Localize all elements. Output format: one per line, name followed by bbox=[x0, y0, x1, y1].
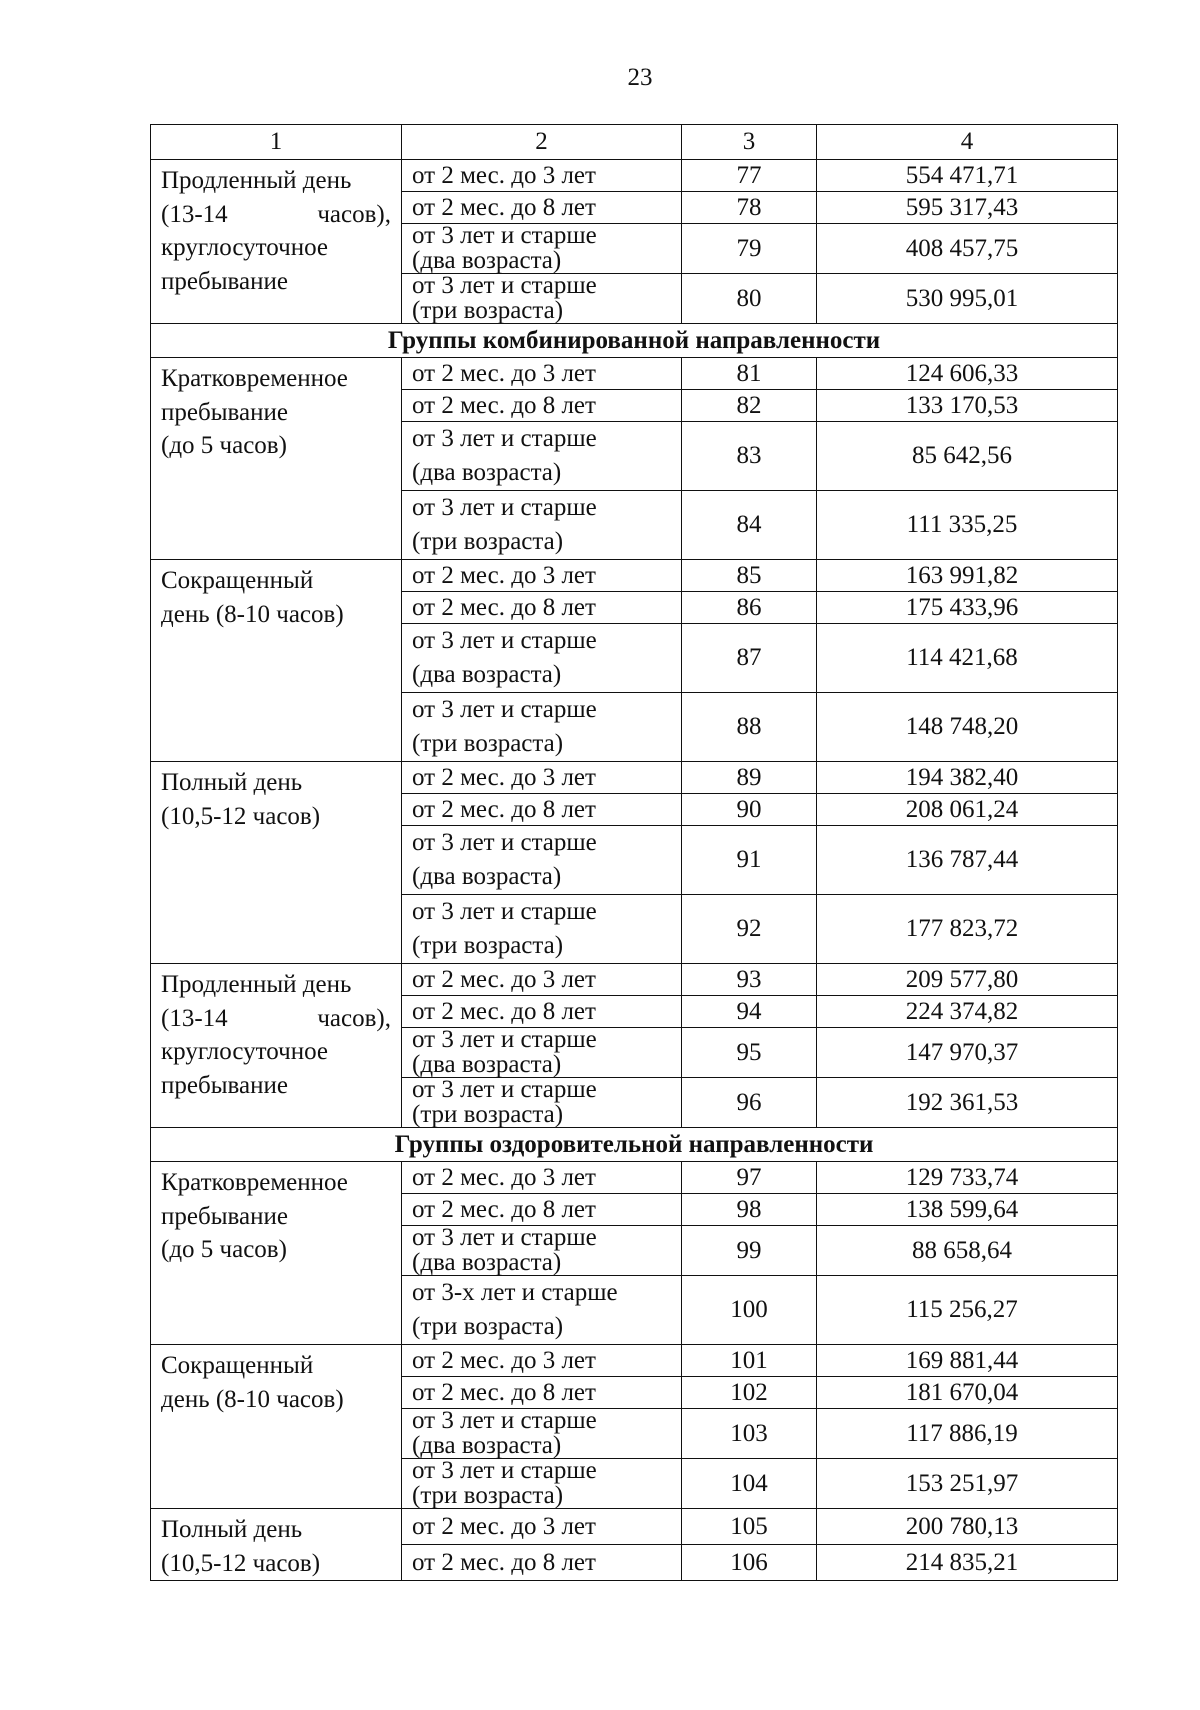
amount-cell: 209 577,80 bbox=[817, 964, 1118, 996]
age-range-line: от 3 лет и старше bbox=[412, 898, 597, 925]
age-range-cell bbox=[402, 1276, 682, 1345]
section-header-row bbox=[151, 324, 1118, 358]
age-range-line: от 3-х лет и старше bbox=[412, 1279, 618, 1306]
amount-cell: 408 457,75 bbox=[817, 224, 1118, 274]
amount-cell: 133 170,53 bbox=[817, 390, 1118, 422]
age-range-cell bbox=[402, 1194, 682, 1226]
age-range-cell bbox=[402, 624, 682, 693]
category-cell bbox=[151, 1162, 402, 1345]
age-range-cell bbox=[402, 1459, 682, 1509]
category-line: пребывание bbox=[161, 1202, 288, 1230]
age-range-cell bbox=[402, 1377, 682, 1409]
tariff-table-body bbox=[151, 125, 1118, 1581]
category-line: (до 5 часов) bbox=[161, 1236, 287, 1263]
age-range-cell bbox=[402, 1078, 682, 1128]
amount-cell: 138 599,64 bbox=[817, 1194, 1118, 1226]
amount-cell: 208 061,24 bbox=[817, 794, 1118, 826]
age-range-cell bbox=[402, 1028, 682, 1078]
amount-cell: 194 382,40 bbox=[817, 762, 1118, 794]
amount-cell: 147 970,37 bbox=[817, 1028, 1118, 1078]
amount-cell: 554 471,71 bbox=[817, 160, 1118, 192]
age-range-line: от 2 мес. до 3 лет bbox=[412, 561, 596, 589]
age-range-cell bbox=[402, 1162, 682, 1194]
row-number-cell: 77 bbox=[682, 160, 817, 192]
age-range-cell bbox=[402, 1345, 682, 1377]
age-range-line: от 3 лет и старше bbox=[412, 1076, 597, 1103]
category-line: (13-14 часов), bbox=[161, 200, 391, 228]
amount-cell: 175 433,96 bbox=[817, 592, 1118, 624]
page-number: 23 bbox=[627, 64, 653, 91]
age-range-line: от 2 мес. до 3 лет bbox=[412, 1512, 596, 1540]
amount-cell: 163 991,82 bbox=[817, 560, 1118, 592]
category-cell bbox=[151, 560, 402, 762]
age-range-cell bbox=[402, 762, 682, 794]
table-row bbox=[151, 964, 1118, 996]
category-line: Кратковременное bbox=[161, 365, 348, 392]
category-line: Продленный день bbox=[161, 167, 352, 194]
row-number-cell: 92 bbox=[682, 895, 817, 964]
amount-cell: 129 733,74 bbox=[817, 1162, 1118, 1194]
row-number-cell: 89 bbox=[682, 762, 817, 794]
age-range-line: от 2 мес. до 8 лет bbox=[412, 795, 596, 823]
row-number-cell: 101 bbox=[682, 1345, 817, 1377]
age-range-line: от 3 лет и старше bbox=[412, 272, 597, 299]
row-number-cell: 87 bbox=[682, 624, 817, 693]
age-range-cell bbox=[402, 826, 682, 895]
age-range-line: (два возраста) bbox=[412, 1431, 562, 1459]
age-range-line: от 3 лет и старше bbox=[412, 627, 597, 654]
category-cell bbox=[151, 762, 402, 964]
amount-cell: 114 421,68 bbox=[817, 624, 1118, 693]
row-number-cell: 93 bbox=[682, 964, 817, 996]
row-number-cell: 105 bbox=[682, 1509, 817, 1545]
row-number-cell: 82 bbox=[682, 390, 817, 422]
age-range-cell bbox=[402, 895, 682, 964]
age-range-line: от 2 мес. до 3 лет bbox=[412, 161, 596, 189]
row-number-cell: 103 bbox=[682, 1409, 817, 1459]
age-range-line: от 2 мес. до 3 лет bbox=[412, 965, 596, 993]
age-range-line: от 2 мес. до 8 лет bbox=[412, 1378, 596, 1406]
amount-cell: 181 670,04 bbox=[817, 1377, 1118, 1409]
age-range-line: от 3 лет и старше bbox=[412, 494, 597, 521]
age-range-cell bbox=[402, 560, 682, 592]
age-range-line: (два возраста) bbox=[412, 863, 562, 890]
amount-cell: 85 642,56 bbox=[817, 422, 1118, 491]
table-row bbox=[151, 1509, 1118, 1545]
category-line: (10,5-12 часов) bbox=[161, 802, 321, 830]
section-title: Группы оздоровительной направленности bbox=[151, 1128, 1118, 1162]
age-range-line: от 3 лет и старше bbox=[412, 222, 597, 249]
age-range-line: (три возраста) bbox=[412, 1100, 564, 1128]
header-cell: 1 bbox=[151, 125, 402, 160]
row-number-cell: 102 bbox=[682, 1377, 817, 1409]
age-range-cell bbox=[402, 693, 682, 762]
amount-cell: 192 361,53 bbox=[817, 1078, 1118, 1128]
age-range-cell bbox=[402, 964, 682, 996]
age-range-line: от 2 мес. до 3 лет bbox=[412, 359, 596, 387]
age-range-line: (три возраста) bbox=[412, 1313, 564, 1340]
category-line: день (8-10 часов) bbox=[161, 600, 344, 628]
table-row bbox=[151, 358, 1118, 390]
row-number-cell: 88 bbox=[682, 693, 817, 762]
age-range-line: от 2 мес. до 8 лет bbox=[412, 593, 596, 621]
category-cell bbox=[151, 964, 402, 1128]
category-line: Полный день bbox=[161, 769, 303, 796]
section-header-row bbox=[151, 1128, 1118, 1162]
amount-cell: 530 995,01 bbox=[817, 274, 1118, 324]
category-line: пребывание bbox=[161, 398, 288, 426]
category-line: пребывание bbox=[161, 267, 288, 295]
age-range-line: от 2 мес. до 8 лет bbox=[412, 193, 596, 221]
age-range-cell bbox=[402, 274, 682, 324]
row-number-cell: 86 bbox=[682, 592, 817, 624]
row-number-cell: 99 bbox=[682, 1226, 817, 1276]
age-range-line: (три возраста) bbox=[412, 932, 564, 959]
age-range-cell bbox=[402, 1226, 682, 1276]
category-line: день (8-10 часов) bbox=[161, 1385, 344, 1413]
category-line: Продленный день bbox=[161, 971, 352, 998]
row-number-cell: 90 bbox=[682, 794, 817, 826]
category-line: Полный день bbox=[161, 1516, 303, 1543]
amount-cell: 148 748,20 bbox=[817, 693, 1118, 762]
age-range-cell bbox=[402, 1409, 682, 1459]
age-range-cell bbox=[402, 192, 682, 224]
age-range-line: от 3 лет и старше bbox=[412, 1026, 597, 1053]
header-cell: 4 bbox=[817, 125, 1118, 160]
amount-cell: 595 317,43 bbox=[817, 192, 1118, 224]
age-range-line: от 2 мес. до 8 лет bbox=[412, 391, 596, 419]
table-row bbox=[151, 1345, 1118, 1377]
age-range-line: от 2 мес. до 3 лет bbox=[412, 763, 596, 791]
amount-cell: 115 256,27 bbox=[817, 1276, 1118, 1345]
row-number-cell: 84 bbox=[682, 491, 817, 560]
age-range-line: от 3 лет и старше bbox=[412, 1224, 597, 1251]
row-number-cell: 80 bbox=[682, 274, 817, 324]
amount-cell: 117 886,19 bbox=[817, 1409, 1118, 1459]
row-number-cell: 79 bbox=[682, 224, 817, 274]
category-line: круглосуточное bbox=[161, 234, 328, 261]
row-number-cell: 91 bbox=[682, 826, 817, 895]
section-title: Группы комбинированной направленности bbox=[151, 324, 1118, 358]
row-number-cell: 95 bbox=[682, 1028, 817, 1078]
age-range-line: (два возраста) bbox=[412, 459, 562, 486]
category-line: Кратковременное bbox=[161, 1169, 348, 1196]
header-cell: 3 bbox=[682, 125, 817, 160]
age-range-line: от 3 лет и старше bbox=[412, 696, 597, 723]
age-range-line: (три возраста) bbox=[412, 1481, 564, 1509]
age-range-cell bbox=[402, 592, 682, 624]
table-row bbox=[151, 560, 1118, 592]
age-range-line: (три возраста) bbox=[412, 528, 564, 555]
age-range-line: (два возраста) bbox=[412, 1050, 562, 1078]
amount-cell: 136 787,44 bbox=[817, 826, 1118, 895]
row-number-cell: 97 bbox=[682, 1162, 817, 1194]
table-row bbox=[151, 160, 1118, 192]
age-range-line: (два возраста) bbox=[412, 246, 562, 274]
category-line: круглосуточное bbox=[161, 1038, 328, 1065]
row-number-cell: 100 bbox=[682, 1276, 817, 1345]
amount-cell: 214 835,21 bbox=[817, 1545, 1118, 1581]
age-range-cell bbox=[402, 491, 682, 560]
age-range-cell bbox=[402, 390, 682, 422]
category-line: Сокращенный bbox=[161, 1352, 314, 1379]
age-range-line: от 3 лет и старше bbox=[412, 1407, 597, 1434]
tariff-table bbox=[150, 124, 1118, 1581]
age-range-line: (три возраста) bbox=[412, 296, 564, 324]
age-range-line: от 2 мес. до 3 лет bbox=[412, 1346, 596, 1374]
age-range-line: (два возраста) bbox=[412, 661, 562, 688]
category-line: (10,5-12 часов) bbox=[161, 1549, 321, 1577]
row-number-cell: 96 bbox=[682, 1078, 817, 1128]
age-range-line: от 2 мес. до 8 лет bbox=[412, 997, 596, 1025]
age-range-line: от 2 мес. до 3 лет bbox=[412, 1163, 596, 1191]
row-number-cell: 83 bbox=[682, 422, 817, 491]
category-line: Сокращенный bbox=[161, 567, 314, 594]
age-range-cell bbox=[402, 996, 682, 1028]
category-line: пребывание bbox=[161, 1071, 288, 1099]
amount-cell: 224 374,82 bbox=[817, 996, 1118, 1028]
amount-cell: 111 335,25 bbox=[817, 491, 1118, 560]
age-range-cell bbox=[402, 1545, 682, 1581]
age-range-cell bbox=[402, 422, 682, 491]
row-number-cell: 85 bbox=[682, 560, 817, 592]
age-range-line: от 3 лет и старше bbox=[412, 1457, 597, 1484]
category-cell bbox=[151, 160, 402, 324]
age-range-line: от 3 лет и старше bbox=[412, 829, 597, 856]
category-cell bbox=[151, 358, 402, 560]
age-range-cell bbox=[402, 358, 682, 390]
amount-cell: 169 881,44 bbox=[817, 1345, 1118, 1377]
row-number-cell: 78 bbox=[682, 192, 817, 224]
header-cell: 2 bbox=[402, 125, 682, 160]
row-number-cell: 98 bbox=[682, 1194, 817, 1226]
age-range-line: от 3 лет и старше bbox=[412, 425, 597, 452]
category-cell bbox=[151, 1509, 402, 1581]
amount-cell: 124 606,33 bbox=[817, 358, 1118, 390]
age-range-cell bbox=[402, 224, 682, 274]
category-cell bbox=[151, 1345, 402, 1509]
table-row bbox=[151, 762, 1118, 794]
age-range-cell bbox=[402, 794, 682, 826]
age-range-cell bbox=[402, 1509, 682, 1545]
amount-cell: 200 780,13 bbox=[817, 1509, 1118, 1545]
amount-cell: 153 251,97 bbox=[817, 1459, 1118, 1509]
amount-cell: 88 658,64 bbox=[817, 1226, 1118, 1276]
table-row bbox=[151, 1162, 1118, 1194]
age-range-line: (три возраста) bbox=[412, 730, 564, 757]
row-number-cell: 106 bbox=[682, 1545, 817, 1581]
age-range-cell bbox=[402, 160, 682, 192]
category-line: (13-14 часов), bbox=[161, 1004, 391, 1032]
row-number-cell: 104 bbox=[682, 1459, 817, 1509]
amount-cell: 177 823,72 bbox=[817, 895, 1118, 964]
row-number-cell: 94 bbox=[682, 996, 817, 1028]
age-range-line: от 2 мес. до 8 лет bbox=[412, 1195, 596, 1223]
age-range-line: от 2 мес. до 8 лет bbox=[412, 1548, 596, 1576]
category-line: (до 5 часов) bbox=[161, 432, 287, 459]
table-header-row bbox=[151, 125, 1118, 160]
row-number-cell: 81 bbox=[682, 358, 817, 390]
age-range-line: (два возраста) bbox=[412, 1248, 562, 1276]
